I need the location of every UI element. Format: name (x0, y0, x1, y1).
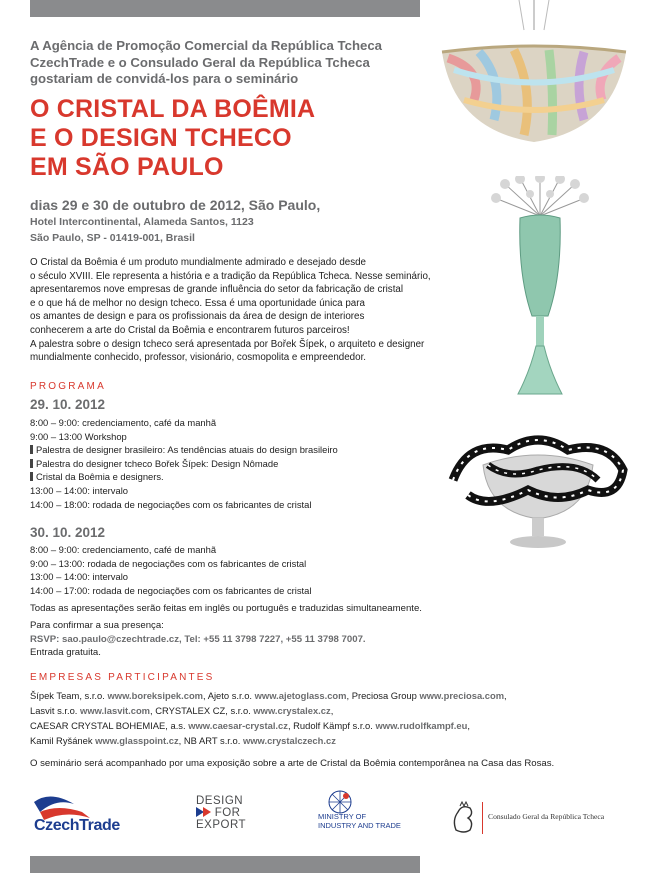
company-link[interactable]: www.lasvit.com (80, 705, 151, 716)
company-link[interactable]: www.preciosa.com (419, 690, 505, 701)
companies-heading: EMPRESAS PARTICIPANTES (30, 672, 215, 683)
description-line: O Cristal da Boêmia é um produto mundialmente admirado e desejado desde (30, 257, 367, 268)
companies-line: Kamil Ryšánek www.glasspoint.cz, NB ART s.r.o. www.crystalczech.cz (30, 735, 336, 746)
company-link[interactable]: www.rudolfkampf.eu (375, 720, 468, 731)
bullet-square-icon (30, 445, 33, 454)
rsvp-intro: Para confirmar a sua presença: (30, 620, 164, 631)
company-link[interactable]: www.boreksipek.com (107, 690, 204, 701)
schedule-item: 14:00 – 18:00: rodada de negociações com os fabricantes de cristal (30, 498, 312, 510)
company-link[interactable]: www.ajetoglass.com (254, 690, 347, 701)
title-line: E O DESIGN TCHECO (30, 124, 292, 152)
event-details (30, 196, 360, 246)
intro-line: A Agência de Promoção Comercial da República Tcheca (30, 38, 383, 53)
intro-line: gostariam de convidá-los para o seminário (30, 71, 299, 86)
company-link[interactable]: www.crystalex.cz (253, 705, 331, 716)
intro-text (30, 38, 430, 88)
rsvp-block (30, 619, 470, 660)
description-line: e o que há de melhor no design tcheco. Essa é uma oportunidade única para (30, 297, 365, 309)
schedule-item: 8:00 – 9:00: credenciamento, café de manhã (30, 544, 217, 555)
rsvp-contact[interactable]: RSVP: sao.paulo@czechtrade.cz, Tel: +55 11 3798 7227, +55 11 3798 7007. (30, 633, 366, 645)
intro-line: CzechTrade e o Consulado Geral da República Tcheca (30, 54, 370, 70)
czechtrade-wordmark: CzechTrade (34, 817, 120, 834)
companies-line: Lasvit s.r.o. www.lasvit.com, CRYSTALEX CZ, s.r.o. www.crystalex.cz, (30, 705, 334, 716)
lion-emblem-icon (446, 800, 480, 836)
schedule-item: 9:00 – 13:00 Workshop (30, 430, 127, 442)
description (30, 256, 450, 365)
description-line: conhecerem a arte do Cristal da Boêmia e encontrarem futuros parceiros! (30, 324, 350, 336)
schedule-item: Palestra de designer brasileiro: As tendências atuais do design brasileiro (30, 443, 450, 457)
bowl-image (448, 420, 628, 552)
event-venue: Hotel Intercontinental, Alameda Santos, 1123 (30, 216, 254, 228)
ministry-logo (318, 788, 418, 840)
description-line: o século XVIII. Ele representa a história e a tradição da República Tcheca. Nesse seminário, (30, 270, 431, 282)
page-title (30, 95, 450, 182)
schedule-item: 9:00 – 13:00: rodada de negociações com os fabricantes de cristal (30, 557, 307, 569)
bullet-square-icon (30, 459, 33, 468)
consulate-wordmark: Consulado Geral da República Tcheca (488, 812, 605, 821)
company-link[interactable]: www.caesar-crystal.cz (188, 720, 288, 731)
czechtrade-logo (30, 790, 130, 840)
ministry-wordmark: MINISTRY OF INDUSTRY AND TRADE (318, 812, 401, 830)
schedule-item: 14:00 – 17:00: rodada de negociações com os fabricantes de cristal (30, 584, 312, 596)
consulate-divider (482, 802, 483, 834)
title-line: O CRISTAL DA BOÊMIA (30, 95, 316, 123)
companies-line: Šípek Team, s.r.o. www.boreksipek.com, Ajeto s.r.o. www.ajetoglass.com, Preciosa Group www.preciosa.com, (30, 690, 507, 701)
schedule-item: Palestra do designer tcheco Bořek Šípek: Design Nômade (30, 457, 450, 471)
schedule-item: 8:00 – 9:00: credenciamento, café da manhã (30, 417, 217, 428)
schedule-item: 13:00 – 14:00: intervalo (30, 571, 128, 583)
bottom-bar (30, 856, 420, 873)
title-line: EM SÃO PAULO (30, 153, 224, 181)
rsvp-free-entry: Entrada gratuita. (30, 647, 101, 659)
event-date: dias 29 e 30 de outubro de 2012, São Paulo, (30, 197, 321, 213)
design-for-export-logo: DESIGN FOR EXPORT (196, 795, 247, 831)
companies-line: CAESAR CRYSTAL BOHEMIAE, a.s. www.caesar-crystal.cz, Rudolf Kämpf s.r.o. www.rudolfkampf.eu, (30, 720, 470, 731)
languages-note: Todas as apresentações serão feitas em inglês ou português e traduzidas simultaneamente. (30, 603, 422, 614)
program-heading: PROGRAMA (30, 381, 106, 392)
event-city: São Paulo, SP - 01419-001, Brasil (30, 232, 195, 244)
company-link[interactable]: www.crystalczech.cz (242, 735, 336, 746)
arrow-red-icon (203, 807, 211, 817)
day2-schedule (30, 543, 450, 597)
description-line: apresentaremos nove empresas de grande influência do setor da fabricação de cristal (30, 284, 404, 296)
schedule-item: 13:00 – 14:00: intervalo (30, 484, 128, 496)
ministry-emblem-icon (320, 788, 360, 814)
description-line: mundialmente conhecido, professor, visionário, cosmopolita e empreendedor. (30, 352, 367, 364)
top-bar (30, 0, 420, 17)
consulate-logo (446, 800, 626, 836)
company-link[interactable]: www.glasspoint.cz (95, 735, 179, 746)
bullet-square-icon (30, 472, 33, 481)
day2-heading: 30. 10. 2012 (30, 525, 106, 540)
day1-heading: 29. 10. 2012 (30, 397, 106, 412)
schedule-item: Cristal da Boêmia e designers. (30, 470, 450, 484)
description-line: os amantes de design e para os profissionais da área de design de interiores (30, 311, 365, 323)
chandelier-image (434, 0, 634, 150)
vase-image (490, 176, 590, 398)
day1-schedule (30, 416, 450, 511)
description-line: A palestra sobre o design tcheco será apresentada por Bořek Šípek, o arquiteto e designer (30, 338, 425, 350)
companies-list (30, 688, 590, 748)
exhibition-note: O seminário será acompanhado por uma exposição sobre a arte de Cristal da Boêmia contemporânea na Casa das Rosas. (30, 758, 555, 769)
